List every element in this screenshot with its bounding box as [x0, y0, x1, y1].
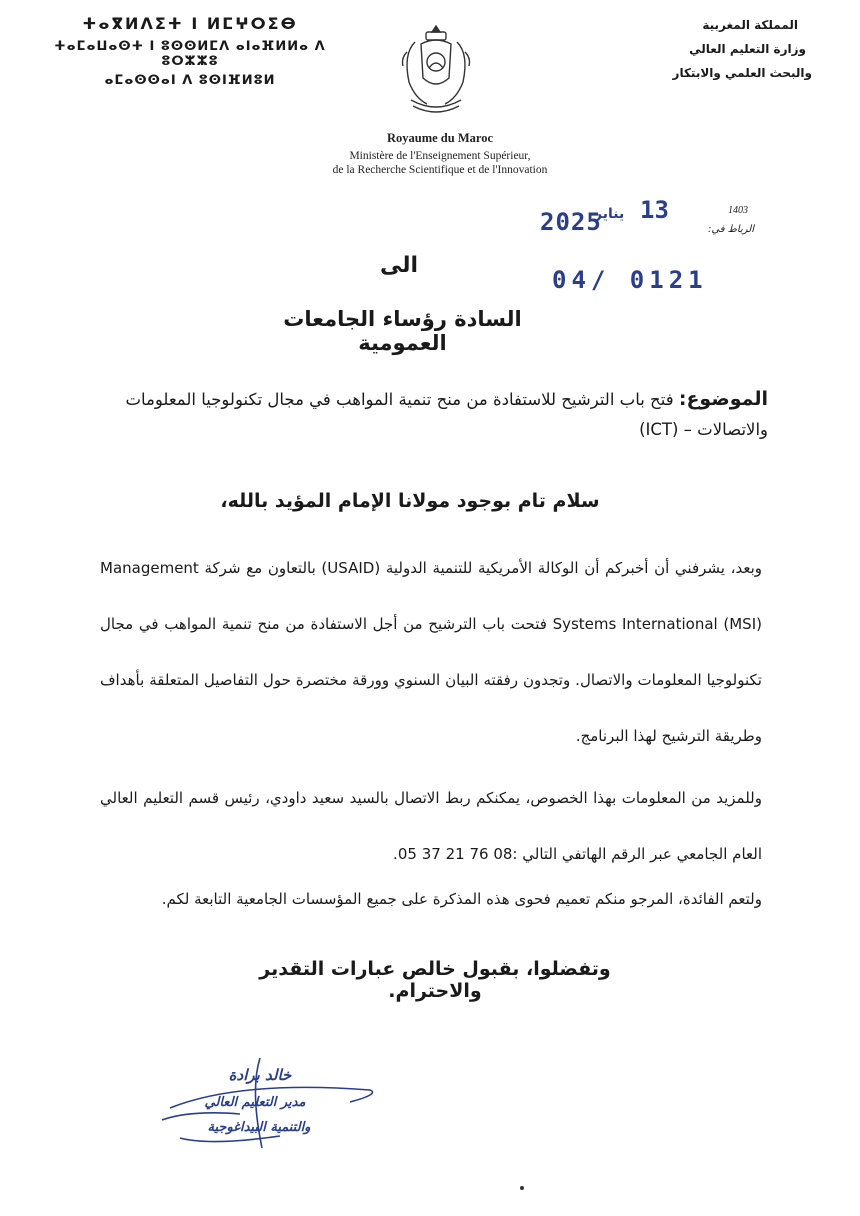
arabic-ministry-cont: والبحث العلمي والابتكار	[672, 66, 812, 80]
signature-title-2: والتنمية البيداغوجية	[207, 1120, 311, 1135]
signature-name: خالد برادة	[228, 1066, 292, 1084]
tifinagh-header	[40, 14, 340, 88]
addressee-to: الى	[380, 253, 419, 278]
stamp-day: 13	[640, 196, 669, 224]
french-ministry-cont: de la Recherche Scientifique et de l'Innovation	[332, 164, 548, 176]
arabic-kingdom: المملكة المغربية	[702, 18, 798, 32]
arabic-ministry: وزارة التعليم العالي	[689, 42, 806, 56]
body-paragraph-2: وللمزيد من المعلومات بهذا الخصوص، يمكنكم ربط الاتصال بالسيد سعيد داودي، رئيس قسم التعليم العالي العام الجامعي عبر الرقم الهاتفي التالي :08 76 21 37 05.	[100, 789, 762, 863]
rabat-label: الرباط في:	[708, 224, 755, 235]
stamp-month: يناير	[594, 206, 625, 222]
subject-text: فتح باب الترشيح للاستفادة من منح تنمية المواهب في مجال تكنولوجيا المعلومات والاتصالات – (ICT)	[125, 390, 768, 439]
tifinagh-ministry: ⵜⴰⵎⴰⵡⴰⵙⵜ ⵏ ⵓⵙⵙⵍⵎⴷ ⴰⵏⴰⴼⵍⵍⴰ ⴷ ⵓⵔⵣⵣⵓ	[54, 39, 326, 69]
reference-number: 04/ 0121	[552, 266, 708, 294]
french-header	[240, 131, 640, 178]
subject-label: الموضوع:	[678, 388, 768, 410]
french-ministry: Ministère de l'Enseignement Supérieur,	[349, 150, 531, 162]
french-kingdom: Royaume du Maroc	[386, 131, 493, 145]
hijri-year: 1403	[728, 205, 748, 216]
closing: وتفضلوا، بقبول خالص عبارات التقدير والاحترام.	[259, 958, 611, 1002]
body-paragraph-1: وبعد، يشرفني أن أخبركم أن الوكالة الأمريكية للتنمية الدولية (USAID) بالتعاون مع شركة Management Systems International (MSI) فتحت باب الترشيح من أجل الاستفادة من منح تنمية المواهب في مجال تكنولوجيا المعلومات والاتصال. وتجدون رفقته البيان السنوي وورقة مختصرة حول التفاصيل المتعلقة بأهداف وطريقة الترشيح لهذا البرنامج.	[100, 559, 762, 745]
stamp-year: 2025	[540, 208, 602, 236]
greeting: سلام تام بوجود مولانا الإمام المؤيد بالله،	[220, 490, 600, 512]
signature-title-1: مدير التعليم العالي	[204, 1095, 306, 1110]
recipient: السادة رؤساء الجامعات العمومية	[283, 307, 522, 355]
body-paragraph-3: ولتعم الفائدة، المرجو منكم تعميم فحوى هذه المذكرة على جميع المؤسسات الجامعية التابعة لكم.	[161, 890, 762, 908]
page-dot	[520, 1186, 524, 1190]
arabic-header	[572, 18, 812, 90]
royal-emblem-icon	[393, 22, 479, 118]
tifinagh-ministry-cont: ⴰⵎⴰⵙⵙⴰⵏ ⴷ ⵓⵙⵏⴼⵍⵓⵍ	[104, 73, 276, 88]
tifinagh-kingdom: ⵜⴰⴳⵍⴷⵉⵜ ⵏ ⵍⵎⵖⵔⵉⴱ	[82, 14, 298, 33]
subject	[100, 384, 768, 445]
